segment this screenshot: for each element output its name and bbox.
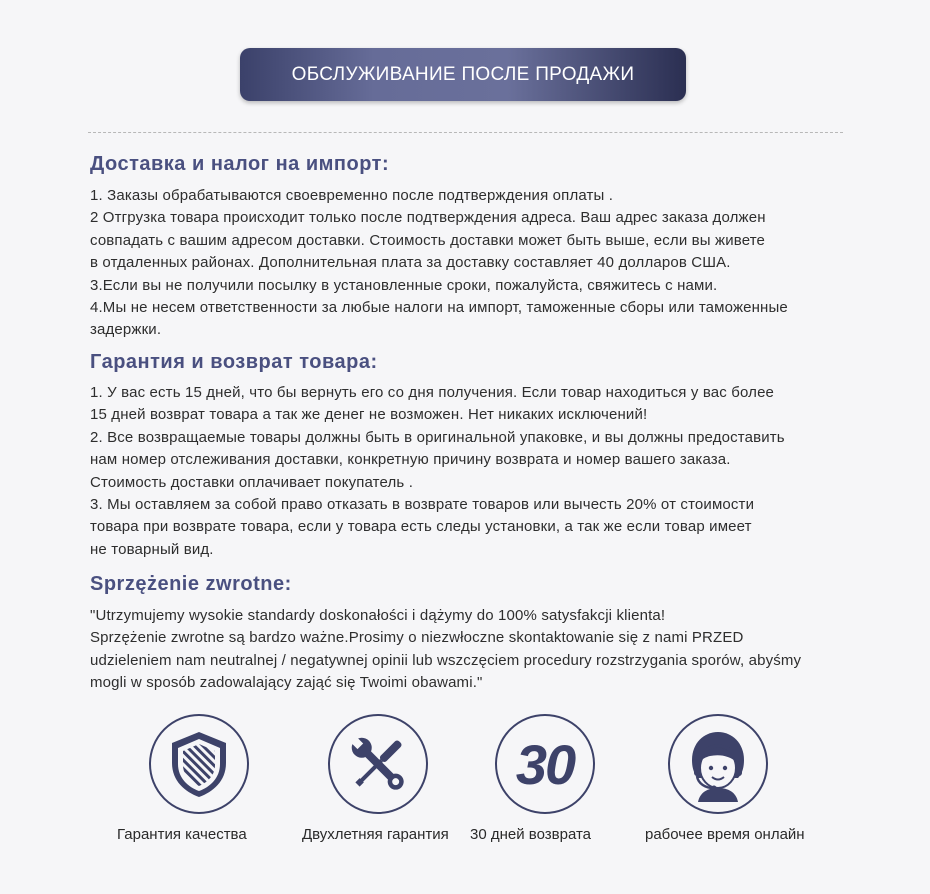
quality-guarantee-label: Гарантия качества	[117, 826, 247, 843]
text-line: mogli w sposób zadowalający zająć się Twoimi obawami."	[90, 674, 483, 692]
text-line: товара при возврате товара, если у товара есть следы установки, а так же если товар имеет	[90, 518, 752, 536]
shipping-text	[90, 185, 890, 342]
support-agent-icon	[668, 714, 768, 814]
shield-icon	[149, 714, 249, 814]
feedback-text	[90, 605, 890, 695]
shipping-title: Доставка и налог на импорт:	[90, 153, 390, 175]
thirty-day-return-label: 30 дней возврата	[470, 826, 591, 843]
text-line: 15 дней возврат товара а так же денег не возможен. Нет никаких исключений!	[90, 406, 648, 424]
divider	[88, 132, 843, 133]
text-line: совпадать с вашим адресом доставки. Стоимость доставки может быть выше, если вы живете	[90, 231, 766, 249]
text-line: udzieleniem nam neutralnej / negatywnej opinii lub wszczęciem procedury rozstrzygania sporów, abyśmy	[90, 651, 802, 669]
two-year-warranty-label: Двухлетняя гарантия	[302, 826, 449, 843]
text-line: 1. У вас есть 15 дней, что бы вернуть его со дня получения. Если товар находиться у вас более	[90, 384, 775, 401]
thirty-day-return-badge	[495, 714, 595, 822]
online-support-label: рабочее время онлайн	[645, 826, 805, 843]
page-title: ОБСЛУЖИВАНИЕ ПОСЛЕ ПРОДАЖИ	[291, 63, 635, 85]
text-line: Стоимость доставки оплачивает покупатель .	[90, 473, 414, 491]
tools-icon	[328, 714, 428, 814]
text-line: 3. Мы оставляем за собой право отказать в возврате товаров или вычесть 20% от стоимости	[90, 496, 755, 514]
text-line: не товарный вид.	[90, 540, 214, 558]
text-line: 4.Мы не несем ответственности за любые налоги на импорт, таможенные сборы или таможенные	[90, 299, 788, 317]
thirty-days-icon	[495, 714, 595, 814]
text-line: 2. Все возвращаемые товары должны быть в оригинальной упаковке, и вы должны предоставить	[90, 428, 785, 446]
quality-guarantee-badge	[149, 714, 249, 822]
online-support-badge	[668, 714, 768, 822]
feedback-title: Sprzężenie zwrotne:	[90, 573, 292, 595]
two-year-warranty-badge	[328, 714, 428, 822]
text-line: 1. Заказы обрабатываются своевременно после подтверждения оплаты .	[90, 187, 614, 204]
text-line: "Utrzymujemy wysokie standardy doskonałości i dążymy do 100% satysfakcji klienta!	[90, 607, 666, 624]
warranty-title: Гарантия и возврат товара:	[90, 351, 378, 373]
header-banner	[240, 48, 686, 101]
text-line: задержки.	[90, 321, 162, 339]
text-line: 2 Отгрузка товара происходит только после подтверждения адреса. Ваш адрес заказа должен	[90, 209, 766, 227]
text-line: в отдаленных районах. Дополнительная плата за доставку составляет 40 долларов США.	[90, 254, 731, 272]
warranty-text	[90, 382, 890, 561]
text-line: 3.Если вы не получили посылку в установленные сроки, пожалуйста, свяжитесь с нами.	[90, 276, 718, 294]
text-line: нам номер отслеживания доставки, конкретную причину возврата и номер вашего заказа.	[90, 451, 731, 469]
thirty-number: 30	[515, 732, 575, 796]
text-line: Sprzężenie zwrotne są bardzo ważne.Prosimy o niezwłoczne skontaktowanie się z nami PRZED	[90, 629, 744, 647]
